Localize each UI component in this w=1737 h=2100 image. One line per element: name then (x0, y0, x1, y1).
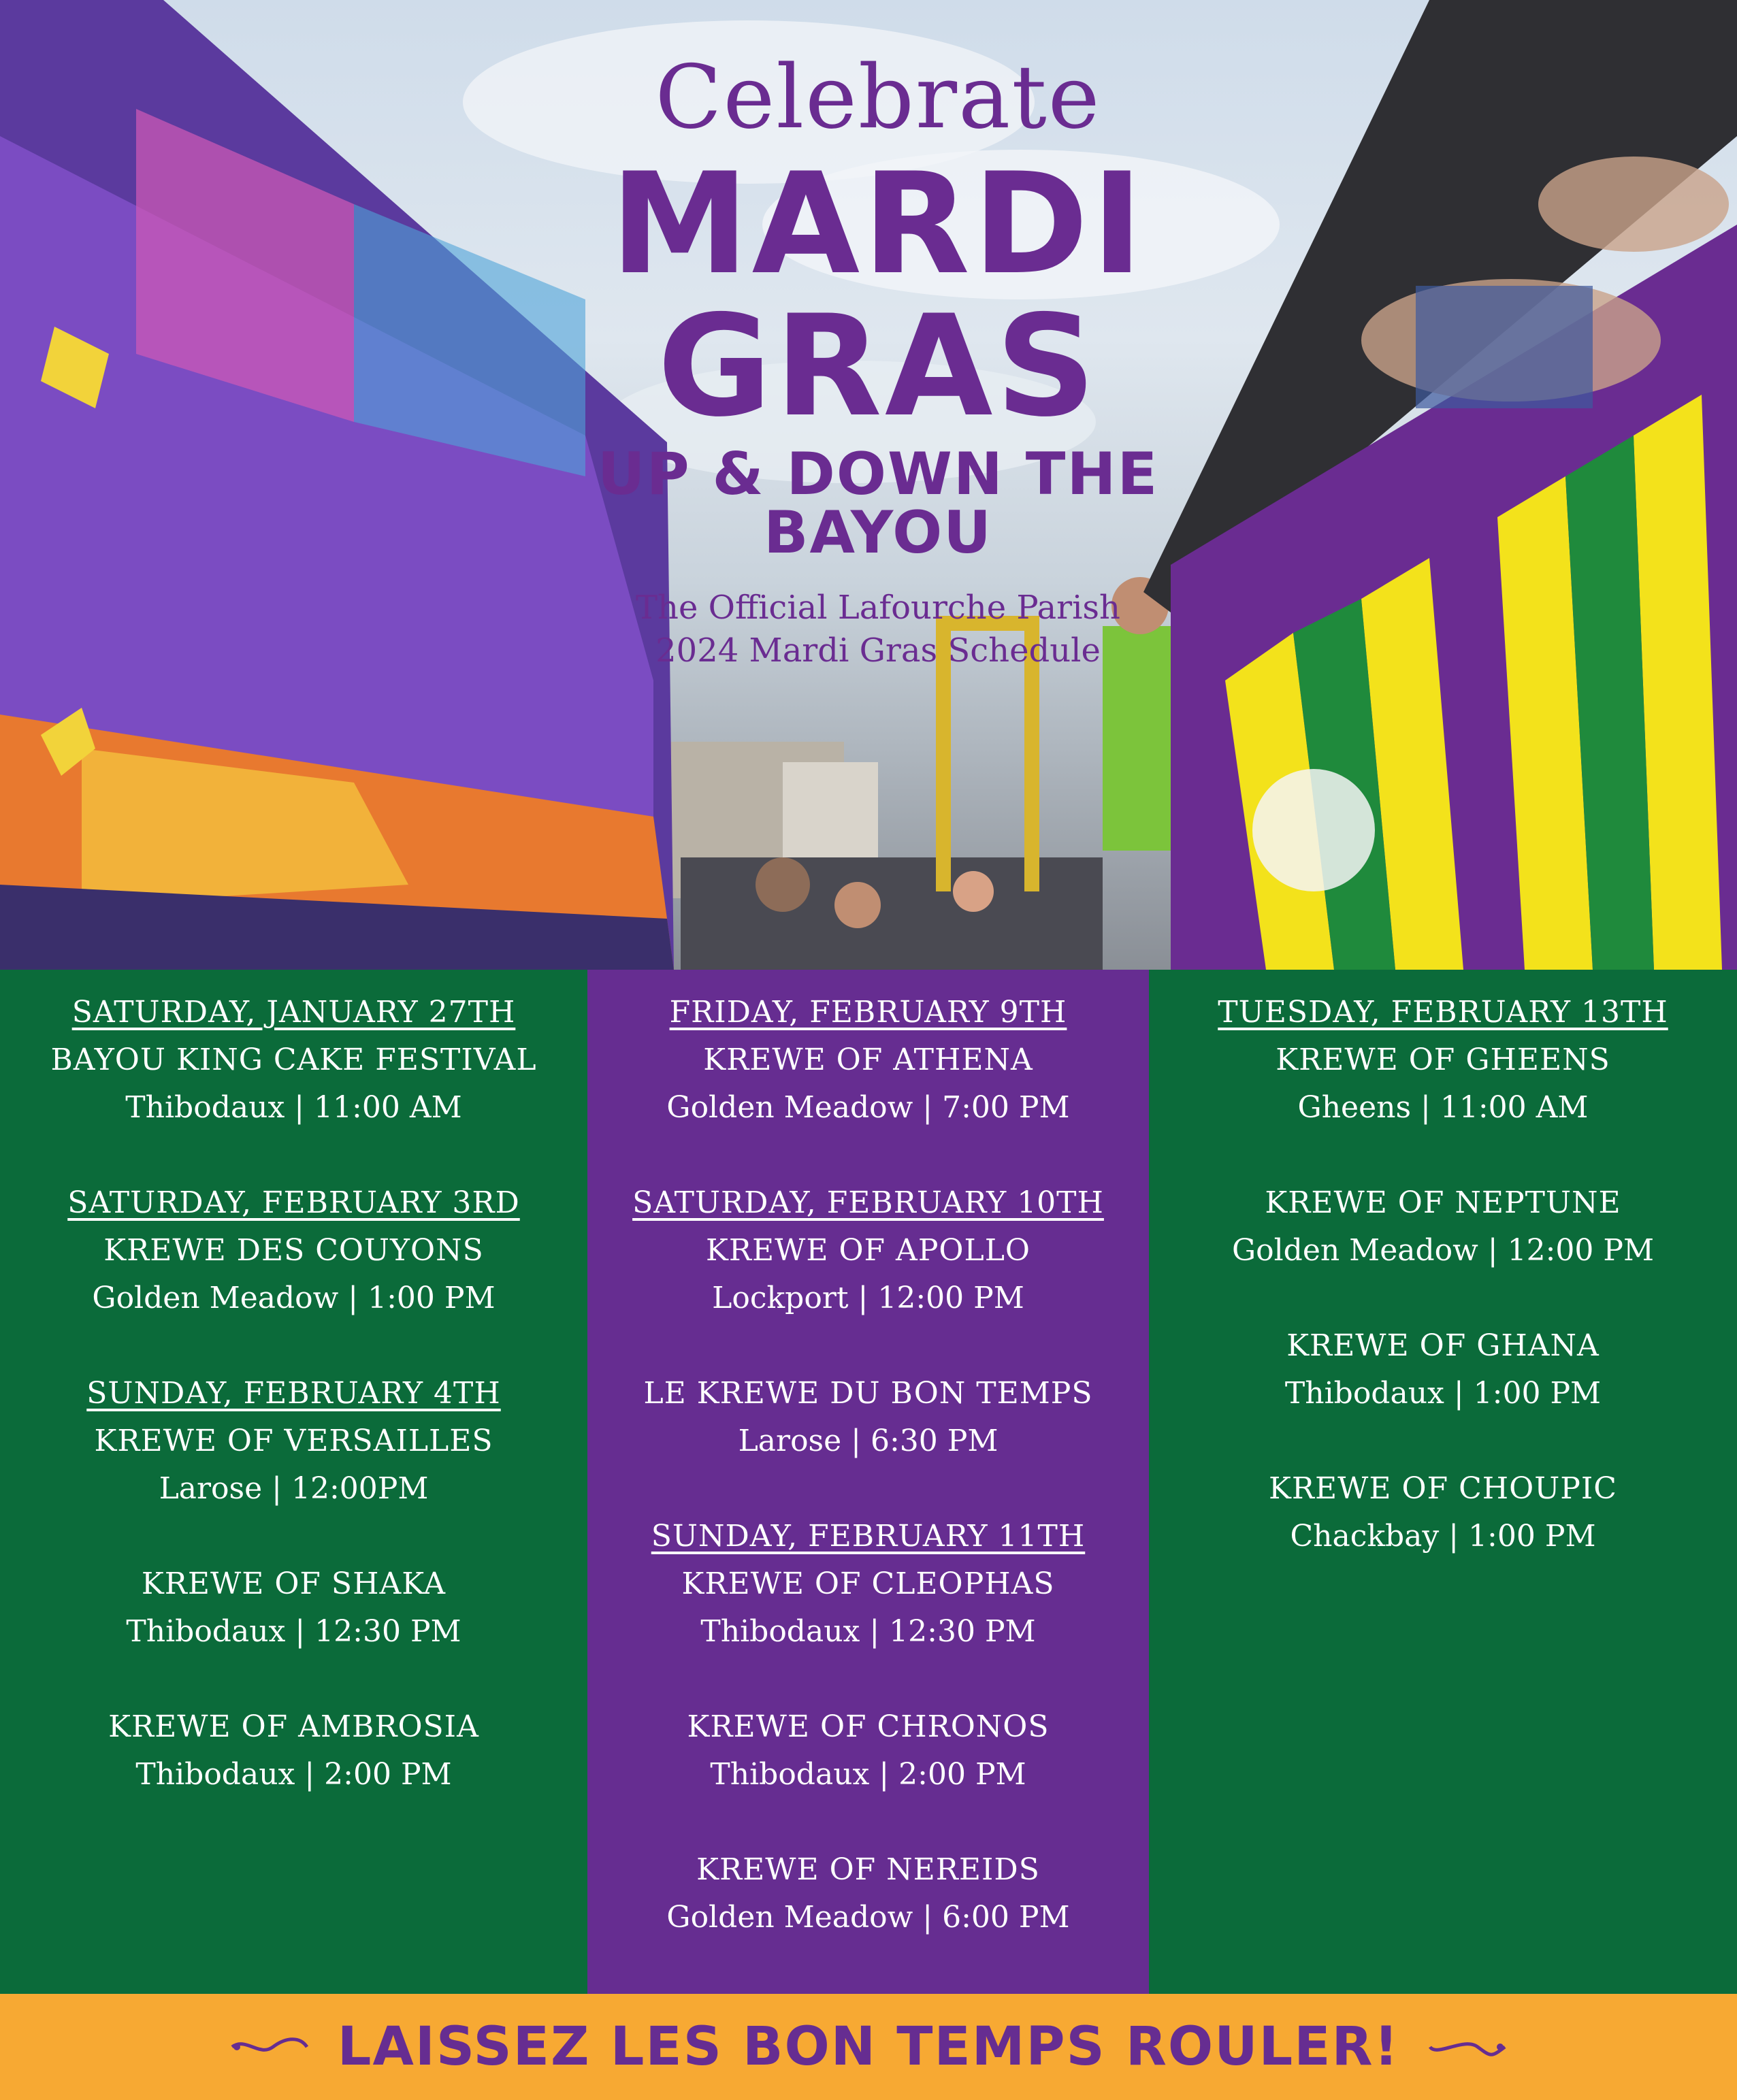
entry-event: KREWE OF CHRONOS (687, 1709, 1050, 1744)
schedule-entry (1149, 989, 1737, 1132)
entry-event: KREWE OF APOLLO (706, 1233, 1030, 1268)
schedule-entry (587, 1179, 1149, 1322)
entry-date: SUNDAY, FEBRUARY 4TH (86, 1376, 501, 1411)
entry-event: KREWE OF GHEENS (1276, 1043, 1610, 1077)
schedule-entry (587, 1513, 1149, 1656)
schedule-column-right (1149, 970, 1737, 1994)
schedule-entry (0, 1370, 587, 1513)
official-line-1: The Official Lafourche Parish (636, 589, 1120, 627)
schedule-entry (0, 1560, 587, 1656)
right-flourish-icon (1427, 2033, 1508, 2061)
schedule-entry (1149, 1322, 1737, 1417)
entry-event: KREWE OF NEPTUNE (1265, 1185, 1621, 1220)
schedule-entry (1149, 1465, 1737, 1560)
entry-location-time: Chackbay | 1:00 PM (1290, 1519, 1596, 1554)
entry-event: KREWE OF NEREIDS (696, 1852, 1040, 1887)
entry-location-time: Thibodaux | 2:00 PM (710, 1757, 1026, 1792)
entry-event: KREWE OF CHOUPIC (1269, 1471, 1617, 1506)
entry-event: BAYOU KING CAKE FESTIVAL (50, 1043, 537, 1077)
entry-location-time: Larose | 6:30 PM (738, 1424, 999, 1458)
left-flourish-icon (229, 2033, 310, 2061)
entry-location-time: Lockport | 12:00 PM (712, 1281, 1024, 1315)
entry-location-time: Thibodaux | 12:30 PM (700, 1614, 1036, 1649)
entry-event: KREWE OF ATHENA (703, 1043, 1033, 1077)
entry-location-time: Gheens | 11:00 AM (1297, 1090, 1589, 1125)
entry-date: SATURDAY, FEBRUARY 10TH (632, 1185, 1104, 1220)
celebrate-heading: Celebrate (655, 47, 1101, 148)
entry-date: SUNDAY, FEBRUARY 11TH (651, 1519, 1086, 1554)
entry-location-time: Golden Meadow | 1:00 PM (92, 1281, 496, 1315)
hero-photo (0, 0, 1737, 970)
entry-date: SATURDAY, FEBRUARY 3RD (67, 1185, 520, 1220)
entry-location-time: Golden Meadow | 12:00 PM (1231, 1233, 1655, 1268)
footer-banner (0, 1994, 1737, 2100)
schedule-entry (0, 1703, 587, 1799)
schedule-column-middle (587, 970, 1149, 1994)
schedule-entry (0, 1179, 587, 1322)
subtitle: UP & DOWN THE BAYOU (597, 440, 1159, 568)
schedule-column-left (0, 970, 587, 1994)
schedule-entry (587, 1370, 1149, 1465)
entry-location-time: Larose | 12:00PM (159, 1471, 429, 1506)
official-line-2: 2024 Mardi Gras Schedule (655, 631, 1101, 670)
main-title: MARDI GRAS (610, 144, 1146, 448)
banner-slogan: LAISSEZ LES BON TEMPS ROULER! (337, 2016, 1400, 2078)
entry-date: FRIDAY, FEBRUARY 9TH (669, 995, 1067, 1030)
schedule-entry (587, 1846, 1149, 1941)
schedule-entry (0, 989, 587, 1132)
schedule-entry (1149, 1179, 1737, 1275)
entry-location-time: Thibodaux | 1:00 PM (1284, 1376, 1602, 1411)
entry-event: KREWE DES COUYONS (103, 1233, 484, 1268)
entry-event: LE KREWE DU BON TEMPS (643, 1376, 1093, 1411)
entry-event: KREWE OF SHAKA (141, 1566, 447, 1601)
entry-event: KREWE OF AMBROSIA (108, 1709, 479, 1744)
entry-location-time: Golden Meadow | 6:00 PM (666, 1900, 1070, 1935)
entry-event: KREWE OF VERSAILLES (94, 1424, 493, 1458)
entry-event: KREWE OF CLEOPHAS (681, 1566, 1055, 1601)
entry-location-time: Thibodaux | 12:30 PM (126, 1614, 461, 1649)
entry-event: KREWE OF GHANA (1286, 1328, 1600, 1363)
entry-date: TUESDAY, FEBRUARY 13TH (1218, 995, 1668, 1030)
schedule-entry (587, 989, 1149, 1132)
entry-location-time: Thibodaux | 2:00 PM (135, 1757, 452, 1792)
entry-location-time: Golden Meadow | 7:00 PM (666, 1090, 1070, 1125)
entry-date: SATURDAY, JANUARY 27TH (71, 995, 516, 1030)
title-block (476, 47, 1280, 672)
schedule-entry (587, 1703, 1149, 1799)
entry-location-time: Thibodaux | 11:00 AM (125, 1090, 462, 1125)
